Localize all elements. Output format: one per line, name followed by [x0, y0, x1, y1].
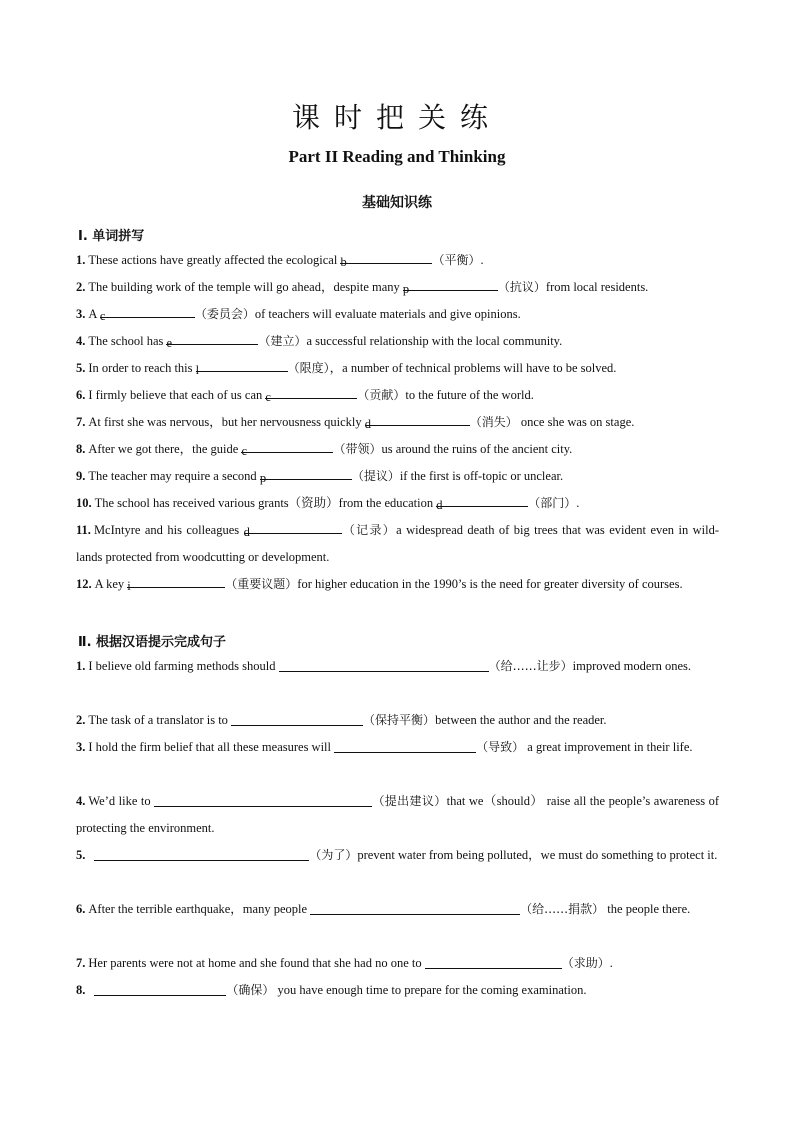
question-number: 2.	[76, 280, 86, 294]
question-number: 6.	[76, 388, 86, 402]
answer-blank[interactable]	[265, 384, 357, 404]
answer-blank[interactable]	[241, 438, 333, 458]
answer-blank[interactable]	[195, 357, 288, 377]
chinese-hint: （委员会）	[194, 307, 255, 321]
answer-blank[interactable]	[94, 846, 309, 861]
question-text-before: A	[88, 307, 100, 321]
question-item	[76, 788, 719, 842]
question-text-before: We’d like to	[88, 794, 155, 808]
answer-blank[interactable]	[154, 792, 372, 807]
question-number: 11.	[76, 523, 91, 537]
question-number: 6.	[76, 902, 86, 916]
question-text-before: I firmly believe that each of us can	[88, 388, 266, 402]
chinese-hint: （建立）	[258, 334, 307, 348]
question-number: 4.	[76, 334, 86, 348]
question-number: 5.	[76, 848, 86, 862]
chinese-hint: （重要议题）	[225, 577, 298, 591]
question-text-before: The teacher may require a second	[88, 469, 260, 483]
answer-blank[interactable]	[99, 303, 195, 323]
chinese-hint: （保持平衡）	[363, 713, 436, 727]
chinese-hint: （记录）	[341, 523, 397, 537]
answer-blank[interactable]	[231, 711, 363, 726]
chinese-hint: （消失）	[469, 415, 518, 429]
chinese-hint: （限度）	[287, 361, 330, 375]
question-number: 2.	[76, 713, 86, 727]
answer-blank[interactable]	[425, 954, 562, 969]
section-title: 基础知识练	[362, 195, 432, 211]
question-item	[76, 707, 719, 734]
question-text-after: .	[609, 956, 613, 970]
question-item	[76, 301, 719, 328]
chinese-hint: （为了）	[309, 848, 358, 862]
question-number: 10.	[76, 496, 92, 510]
first-letter-hint: c	[241, 444, 248, 458]
chinese-hint: （导致）	[476, 740, 525, 754]
question-item	[76, 382, 719, 409]
answer-blank[interactable]	[259, 465, 352, 485]
question-text-before: In order to reach this	[88, 361, 196, 375]
first-letter-hint: b	[340, 255, 347, 269]
question-number: 4.	[76, 794, 86, 808]
chinese-hint: （给……让步）	[488, 659, 573, 673]
question-text-before: I hold the firm belief that all these measures will	[88, 740, 335, 754]
answer-blank[interactable]	[310, 900, 520, 915]
question-number: 9.	[76, 469, 86, 483]
question-text-after: a great improvement in their life.	[524, 740, 693, 754]
question-number: 1.	[76, 659, 86, 673]
part1-heading: Ⅰ. 单词拼写	[78, 229, 145, 244]
question-item	[76, 247, 719, 274]
question-text-before: I believe old farming methods should	[88, 659, 279, 673]
question-text-after: a widespread death of big trees that was evident even in wild-lands protected from woodcutting or development.	[76, 523, 720, 564]
question-item	[76, 490, 719, 517]
question-text-before: At first she was nervous，but her nervousness quickly	[88, 415, 365, 429]
part2-heading: Ⅱ. 根据汉语提示完成句子	[78, 635, 227, 650]
question-item	[76, 653, 719, 680]
answer-blank[interactable]	[127, 573, 225, 593]
question-number: 7.	[76, 415, 86, 429]
question-item	[76, 436, 719, 463]
question-text-before: These actions have greatly affected the ecological	[88, 253, 341, 267]
question-item	[76, 355, 719, 382]
first-letter-hint: e	[166, 336, 173, 350]
question-item	[76, 328, 719, 355]
question-text-after: for higher education in the 1990’s is the need for greater diversity of courses.	[297, 577, 683, 591]
first-letter-hint: c	[265, 390, 271, 404]
question-text-after: the people there.	[604, 902, 691, 916]
question-text-after: improved modern ones.	[572, 659, 692, 673]
question-item	[76, 896, 719, 923]
question-text-after: ，a number of technical problems will have to be solved.	[329, 361, 617, 375]
question-text-after: of teachers will evaluate materials and give opinions.	[254, 307, 521, 321]
question-text-after: that we（should） raise all the people’s awareness of protecting the environment.	[76, 794, 719, 835]
chinese-hint: （求助）	[561, 956, 610, 970]
first-letter-hint: l	[195, 363, 200, 377]
first-letter-hint: p	[402, 282, 410, 296]
first-letter-hint: p	[259, 471, 267, 485]
question-item	[76, 950, 719, 977]
question-text-before: After the terrible earthquake，many people	[88, 902, 311, 916]
question-number: 7.	[76, 956, 86, 970]
question-item	[76, 977, 719, 1004]
first-letter-hint: d	[243, 525, 250, 539]
question-text-after: once she was on stage.	[517, 415, 635, 429]
question-text-before: The building work of the temple will go ahead，despite many	[88, 280, 403, 294]
answer-blank[interactable]	[166, 330, 258, 350]
question-text-after: if the first is off-topic or unclear.	[399, 469, 564, 483]
answer-blank[interactable]	[436, 492, 528, 512]
question-text-after: prevent water from being polluted，we must do something to protect it.	[357, 848, 718, 862]
question-item	[76, 842, 719, 869]
question-text-before: Her parents were not at home and she found that she had no one to	[88, 956, 425, 970]
answer-blank[interactable]	[364, 411, 470, 431]
question-text-before: The school has received various grants（资助）from the education	[94, 496, 437, 510]
chinese-hint: （带领）	[333, 442, 382, 456]
chinese-hint: （给……捐款）	[520, 902, 605, 916]
chinese-hint: （抗议）	[497, 280, 546, 294]
question-text-before: A key	[94, 577, 128, 591]
question-text-after: from local residents.	[545, 280, 649, 294]
question-item	[76, 463, 719, 490]
answer-blank[interactable]	[94, 981, 226, 996]
question-text-after: a successful relationship with the local community.	[306, 334, 563, 348]
question-text-before: The school has	[88, 334, 167, 348]
first-letter-hint: i	[127, 579, 131, 593]
question-item	[76, 409, 719, 436]
chinese-hint: （平衡）	[432, 253, 481, 267]
question-text-after: to the future of the world.	[405, 388, 534, 402]
question-item	[76, 571, 719, 598]
chinese-hint: （提议）	[351, 469, 400, 483]
question-number: 3.	[76, 740, 86, 754]
question-number: 8.	[76, 983, 86, 997]
answer-blank[interactable]	[334, 738, 476, 753]
answer-blank[interactable]	[340, 249, 432, 269]
answer-blank[interactable]	[243, 519, 342, 539]
question-text-after: .	[576, 496, 580, 510]
page-subtitle: Part II Reading and Thinking	[288, 147, 506, 166]
first-letter-hint: d	[364, 417, 371, 431]
answer-blank[interactable]	[402, 276, 498, 296]
chinese-hint: （确保）	[226, 983, 275, 997]
question-number: 12.	[76, 577, 92, 591]
answer-blank[interactable]	[279, 657, 489, 672]
question-text-after: .	[480, 253, 484, 267]
first-letter-hint: c	[99, 309, 106, 323]
question-text-after: us around the ruins of the ancient city.	[381, 442, 573, 456]
question-text-before: The task of a translator is to	[88, 713, 232, 727]
question-item	[76, 517, 719, 571]
question-item	[76, 734, 719, 761]
question-number: 5.	[76, 361, 86, 375]
chinese-hint: （提出建议）	[372, 794, 447, 808]
page-title: 课时把关练	[291, 101, 502, 134]
question-text-before: After we got there，the guide	[88, 442, 242, 456]
chinese-hint: （贡献）	[357, 388, 406, 402]
question-number: 8.	[76, 442, 86, 456]
question-text-after: between the author and the reader.	[435, 713, 607, 727]
first-letter-hint: d	[436, 498, 443, 512]
question-text-before: McIntyre and his colleagues	[93, 523, 244, 537]
question-number: 3.	[76, 307, 86, 321]
question-item	[76, 274, 719, 301]
question-text-after: you have enough time to prepare for the coming examination.	[274, 983, 587, 997]
chinese-hint: （部门）	[528, 496, 577, 510]
question-number: 1.	[76, 253, 86, 267]
